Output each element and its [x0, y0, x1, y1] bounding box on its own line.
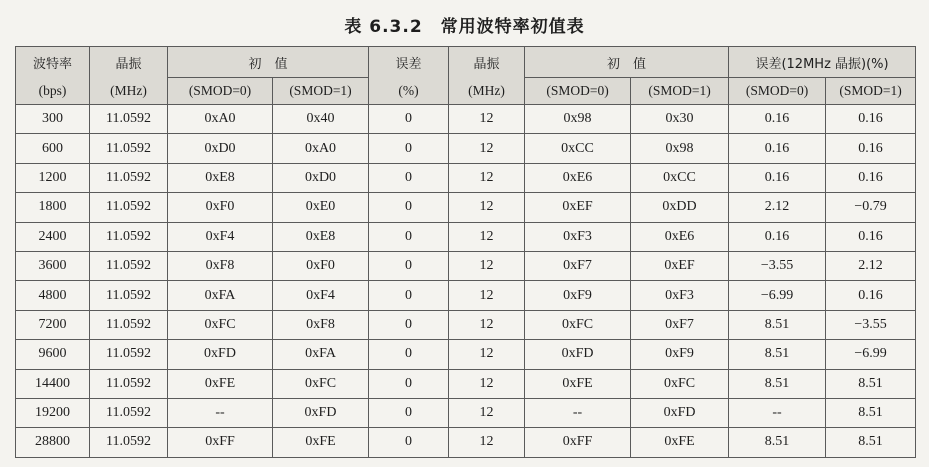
table-cell: 0xD0	[273, 163, 369, 192]
table-cell: 0xE6	[525, 163, 631, 192]
table-cell: 11.0592	[90, 428, 168, 457]
table-cell: 0	[369, 369, 449, 398]
table-cell: 0	[369, 193, 449, 222]
table-cell: 0	[369, 340, 449, 369]
table-cell: 12	[449, 193, 525, 222]
header-initial-value-2: 初 值	[525, 47, 729, 78]
table-cell: 0xFA	[168, 281, 273, 310]
table-cell: 0xFC	[273, 369, 369, 398]
header-smod1-c: (SMOD=1)	[826, 78, 916, 105]
table-cell: 0xDD	[631, 193, 729, 222]
table-cell: 0xEF	[631, 251, 729, 280]
table-row	[16, 134, 916, 163]
table-cell: 8.51	[729, 369, 826, 398]
header-smod0-a: (SMOD=0)	[168, 78, 273, 105]
table-cell: 0xFF	[168, 428, 273, 457]
table-cell: 0xF3	[631, 281, 729, 310]
table-row	[16, 105, 916, 134]
table-cell: 12	[449, 398, 525, 427]
table-cell: 12	[449, 105, 525, 134]
table-cell: 28800	[16, 428, 90, 457]
table-cell: 1200	[16, 163, 90, 192]
header-initial-value-1: 初 值	[168, 47, 369, 78]
table-cell: 600	[16, 134, 90, 163]
table-cell: 0xFE	[273, 428, 369, 457]
table-cell: 8.51	[729, 428, 826, 457]
table-cell: 0xFE	[168, 369, 273, 398]
table-cell: 7200	[16, 310, 90, 339]
table-cell: 12	[449, 134, 525, 163]
table-cell: 0	[369, 281, 449, 310]
table-cell: 0xCC	[525, 134, 631, 163]
table-cell: 8.51	[729, 310, 826, 339]
table-cell: 0	[369, 251, 449, 280]
table-cell: 0xF3	[525, 222, 631, 251]
table-cell: 3600	[16, 251, 90, 280]
table-cell: −0.79	[826, 193, 916, 222]
table-cell: 12	[449, 340, 525, 369]
table-cell: --	[525, 398, 631, 427]
header-xtal-2-unit: (MHz)	[449, 78, 525, 105]
table-cell: 2.12	[826, 251, 916, 280]
table-row	[16, 340, 916, 369]
table-cell: 0xFC	[168, 310, 273, 339]
table-cell: 0.16	[826, 281, 916, 310]
header-error-1-unit: (%)	[369, 78, 449, 105]
table-cell: 0xFD	[525, 340, 631, 369]
table-cell: 0x30	[631, 105, 729, 134]
table-cell: 0xF0	[273, 251, 369, 280]
table-cell: 11.0592	[90, 134, 168, 163]
table-cell: 0xFF	[525, 428, 631, 457]
table-cell: 0x98	[525, 105, 631, 134]
table-cell: 0xF9	[631, 340, 729, 369]
header-smod1-b: (SMOD=1)	[631, 78, 729, 105]
table-cell: −6.99	[729, 281, 826, 310]
table-cell: 8.51	[826, 398, 916, 427]
table-cell: 0xF0	[168, 193, 273, 222]
table-cell: 0xF8	[273, 310, 369, 339]
table-cell: 8.51	[729, 340, 826, 369]
table-cell: 12	[449, 281, 525, 310]
table-row	[16, 369, 916, 398]
table-cell: 11.0592	[90, 369, 168, 398]
table-cell: 11.0592	[90, 193, 168, 222]
header-xtal-1-unit: (MHz)	[90, 78, 168, 105]
table-cell: 0xCC	[631, 163, 729, 192]
table-cell: --	[729, 398, 826, 427]
table-cell: 0.16	[826, 163, 916, 192]
table-cell: 0xF9	[525, 281, 631, 310]
table-cell: 12	[449, 428, 525, 457]
table-title: 表 6.3.2 常用波特率初值表	[344, 17, 585, 37]
table-cell: 0xFD	[273, 398, 369, 427]
table-cell: 0xFC	[631, 369, 729, 398]
table-cell: 0x98	[631, 134, 729, 163]
header-error-1: 误差	[369, 47, 449, 78]
table-cell: 0xA0	[273, 134, 369, 163]
table-cell: −3.55	[826, 310, 916, 339]
table-cell: 0.16	[729, 134, 826, 163]
table-cell: 0.16	[826, 222, 916, 251]
table-cell: 0xE0	[273, 193, 369, 222]
table-cell: 4800	[16, 281, 90, 310]
table-cell: −3.55	[729, 251, 826, 280]
table-row	[16, 428, 916, 457]
table-cell: 2.12	[729, 193, 826, 222]
table-cell: 0xF4	[273, 281, 369, 310]
table-row	[16, 281, 916, 310]
table-cell: 2400	[16, 222, 90, 251]
header-row-1	[16, 47, 916, 78]
table-row	[16, 310, 916, 339]
table-cell: 11.0592	[90, 310, 168, 339]
table-cell: 0xFC	[525, 310, 631, 339]
table-cell: 0	[369, 428, 449, 457]
table-cell: 0xF7	[631, 310, 729, 339]
table-cell: 1800	[16, 193, 90, 222]
table-cell: 0	[369, 105, 449, 134]
table-cell: 12	[449, 251, 525, 280]
table-row	[16, 163, 916, 192]
table-cell: 11.0592	[90, 398, 168, 427]
table-cell: 8.51	[826, 369, 916, 398]
table-cell: 12	[449, 222, 525, 251]
table-row	[16, 222, 916, 251]
table-cell: 0xA0	[168, 105, 273, 134]
table-cell: 8.51	[826, 428, 916, 457]
table-cell: 0xEF	[525, 193, 631, 222]
table-cell: 0.16	[729, 105, 826, 134]
table-cell: 11.0592	[90, 340, 168, 369]
table-cell: 0xE6	[631, 222, 729, 251]
table-cell: 19200	[16, 398, 90, 427]
table-cell: 0xFA	[273, 340, 369, 369]
header-smod1-a: (SMOD=1)	[273, 78, 369, 105]
table-cell: 0	[369, 134, 449, 163]
table-cell: 0xFE	[525, 369, 631, 398]
table-cell: 0xF8	[168, 251, 273, 280]
table-cell: --	[168, 398, 273, 427]
table-cell: 14400	[16, 369, 90, 398]
table-cell: 11.0592	[90, 105, 168, 134]
table-cell: 11.0592	[90, 163, 168, 192]
table-cell: 0xF7	[525, 251, 631, 280]
table-cell: 0xE8	[273, 222, 369, 251]
table-cell: −6.99	[826, 340, 916, 369]
header-smod0-b: (SMOD=0)	[525, 78, 631, 105]
table-cell: 0xE8	[168, 163, 273, 192]
table-cell: 0.16	[729, 163, 826, 192]
table-cell: 0	[369, 222, 449, 251]
table-cell: 0xF4	[168, 222, 273, 251]
table-cell: 12	[449, 369, 525, 398]
table-cell: 11.0592	[90, 281, 168, 310]
header-baud: 波特率	[16, 47, 90, 78]
header-row-2	[16, 78, 916, 105]
table-cell: 0.16	[826, 105, 916, 134]
header-xtal-1: 晶振	[90, 47, 168, 78]
table-cell: 0	[369, 310, 449, 339]
header-error-12mhz: 误差(12MHz 晶振)(%)	[729, 47, 916, 78]
table-cell: 0xFD	[168, 340, 273, 369]
table-row	[16, 398, 916, 427]
baud-rate-table	[15, 46, 916, 458]
header-xtal-2: 晶振	[449, 47, 525, 78]
table-cell: 0	[369, 163, 449, 192]
table-cell: 0.16	[826, 134, 916, 163]
table-cell: 0x40	[273, 105, 369, 134]
header-smod0-c: (SMOD=0)	[729, 78, 826, 105]
table-cell: 11.0592	[90, 251, 168, 280]
table-row	[16, 193, 916, 222]
table-cell: 11.0592	[90, 222, 168, 251]
header-baud-unit: (bps)	[16, 78, 90, 105]
table-cell: 12	[449, 310, 525, 339]
table-cell: 9600	[16, 340, 90, 369]
table-cell: 300	[16, 105, 90, 134]
table-cell: 0xFD	[631, 398, 729, 427]
table-cell: 0xD0	[168, 134, 273, 163]
table-cell: 0xFE	[631, 428, 729, 457]
table-cell: 12	[449, 163, 525, 192]
table-cell: 0.16	[729, 222, 826, 251]
table-cell: 0	[369, 398, 449, 427]
table-row	[16, 251, 916, 280]
